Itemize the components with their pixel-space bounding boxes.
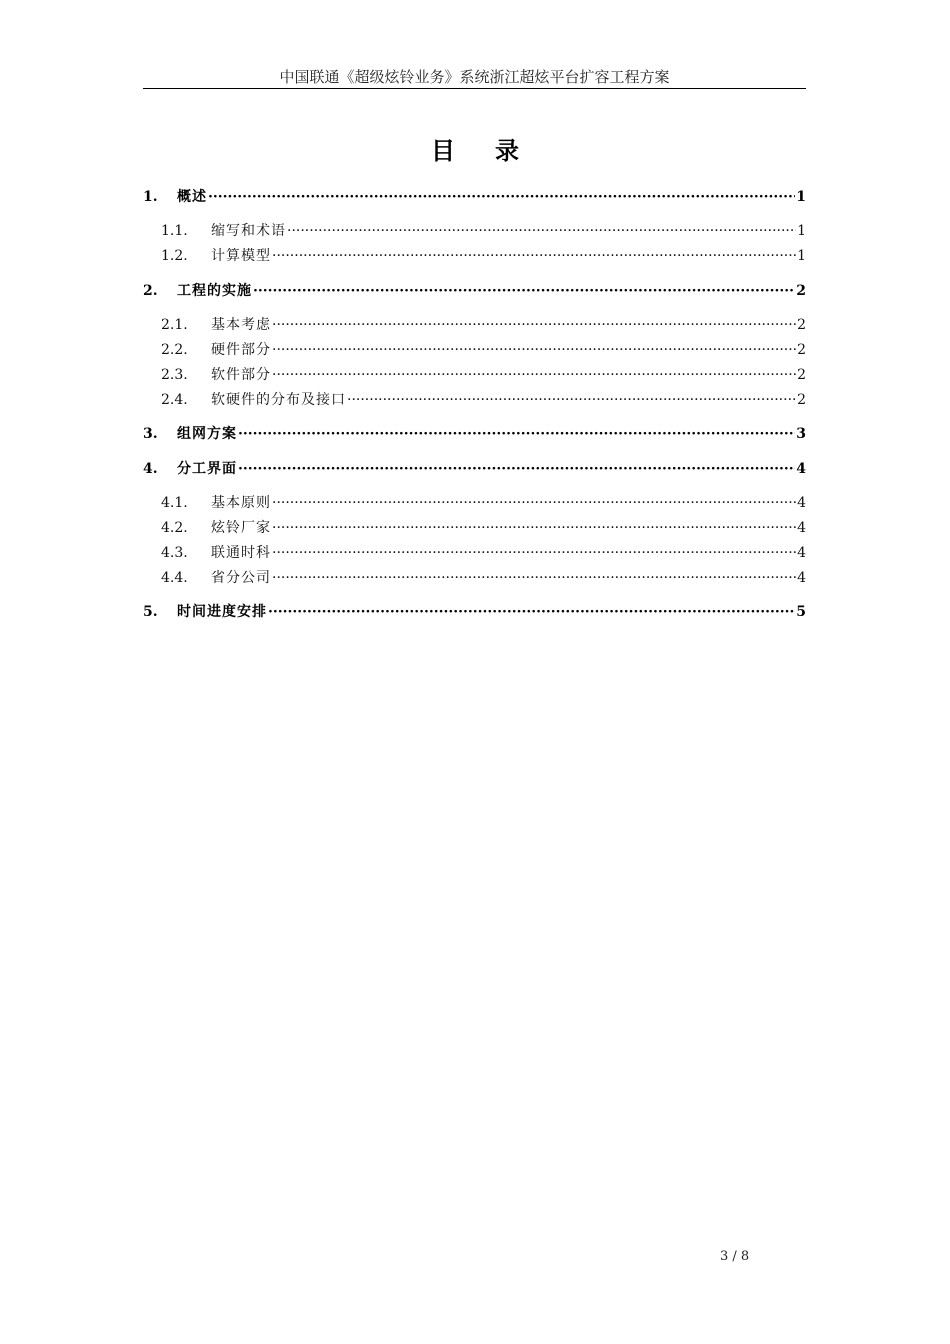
- toc-leader-dots: [272, 364, 796, 386]
- toc-entry-page: 2: [797, 342, 806, 358]
- toc-leader-dots: [268, 601, 795, 623]
- toc-entry-2-1[interactable]: [143, 314, 806, 336]
- toc-entry-text: 基本考虑: [211, 317, 271, 333]
- toc-entry-number: 2.4.: [161, 392, 188, 408]
- toc-entry-number: 2.3.: [161, 367, 188, 383]
- toc-entry-4-3[interactable]: [143, 542, 806, 564]
- toc-entry-4[interactable]: [143, 458, 806, 480]
- toc-entry-number: 3.: [143, 426, 158, 442]
- toc-entry-number: 4.: [143, 461, 158, 477]
- toc-entry-page: 4: [797, 570, 806, 586]
- toc-entry-text: 基本原则: [211, 495, 271, 511]
- toc-entry-page: 4: [797, 545, 806, 561]
- toc-entry-text: 计算模型: [211, 248, 271, 264]
- toc-entry-1[interactable]: [143, 186, 806, 208]
- toc-entry-number: 2.1.: [161, 317, 188, 333]
- toc-entry-text: 软硬件的分布及接口: [211, 392, 346, 408]
- toc-entry-page: 4: [797, 520, 806, 536]
- toc-leader-dots: [238, 423, 795, 445]
- toc-leader-dots: [287, 220, 796, 242]
- toc-entry-4-2[interactable]: [143, 517, 806, 539]
- toc-entry-page: 4: [796, 461, 806, 477]
- toc-entry-number: 4.1.: [161, 495, 188, 511]
- toc-entry-number: 5.: [143, 604, 158, 620]
- toc-entry-2-4[interactable]: [143, 389, 806, 411]
- toc-leader-dots: [238, 458, 795, 480]
- toc-entry-number: 4.2.: [161, 520, 188, 536]
- toc-entry-1-2[interactable]: [143, 245, 806, 267]
- toc-entry-text: 软件部分: [211, 367, 271, 383]
- toc-entry-4-1[interactable]: [143, 492, 806, 514]
- toc-entry-page: 4: [797, 495, 806, 511]
- toc-entry-text: 分工界面: [177, 461, 237, 477]
- toc-entry-2[interactable]: [143, 280, 806, 302]
- page-header: 中国联通《超级炫铃业务》系统浙江超炫平台扩容工程方案: [143, 66, 806, 89]
- toc-entry-2-3[interactable]: [143, 364, 806, 386]
- toc-entry-page: 2: [797, 317, 806, 333]
- toc-entry-text: 时间进度安排: [177, 604, 267, 620]
- toc-entry-text: 联通时科: [211, 545, 271, 561]
- toc-entry-text: 硬件部分: [211, 342, 271, 358]
- toc-entry-number: 2.2.: [161, 342, 188, 358]
- toc-entry-text: 概述: [177, 189, 207, 205]
- toc-entry-page: 3: [796, 426, 806, 442]
- toc-entry-text: 缩写和术语: [211, 223, 286, 239]
- toc-leader-dots: [272, 339, 796, 361]
- toc-leader-dots: [272, 542, 796, 564]
- toc-entry-number: 1.2.: [161, 248, 188, 264]
- toc-entry-text: 工程的实施: [177, 283, 252, 299]
- toc-entry-page: 2: [797, 392, 806, 408]
- toc-leader-dots: [272, 314, 796, 336]
- toc-entry-number: 2.: [143, 283, 158, 299]
- toc-leader-dots: [208, 186, 795, 208]
- toc-entry-4-4[interactable]: [143, 567, 806, 589]
- toc-title: 目录: [431, 137, 559, 165]
- toc-leader-dots: [272, 245, 796, 267]
- toc-leader-dots: [272, 567, 796, 589]
- toc-entry-number: 4.4.: [161, 570, 188, 586]
- toc-entry-number: 4.3.: [161, 545, 188, 561]
- toc-entry-number: 1.1.: [161, 223, 188, 239]
- toc-entry-1-1[interactable]: [143, 220, 806, 242]
- toc-entry-5[interactable]: [143, 601, 806, 623]
- toc-entry-text: 炫铃厂家: [211, 520, 271, 536]
- toc-leader-dots: [272, 492, 796, 514]
- page-number: 3 / 8: [720, 1249, 750, 1264]
- toc-entry-page: 1: [796, 189, 806, 205]
- toc-entry-page: 1: [797, 248, 806, 264]
- toc-entry-page: 5: [796, 604, 806, 620]
- toc-leader-dots: [347, 389, 796, 411]
- toc-leader-dots: [272, 517, 796, 539]
- toc-entry-number: 1.: [143, 189, 158, 205]
- toc-entry-2-2[interactable]: [143, 339, 806, 361]
- toc-entry-page: 2: [796, 283, 806, 299]
- toc-entry-page: 2: [797, 367, 806, 383]
- toc-entry-3[interactable]: [143, 423, 806, 445]
- toc-entry-text: 省分公司: [211, 570, 271, 586]
- toc-leader-dots: [253, 280, 795, 302]
- toc-entry-page: 1: [797, 223, 806, 239]
- toc-entry-text: 组网方案: [177, 426, 237, 442]
